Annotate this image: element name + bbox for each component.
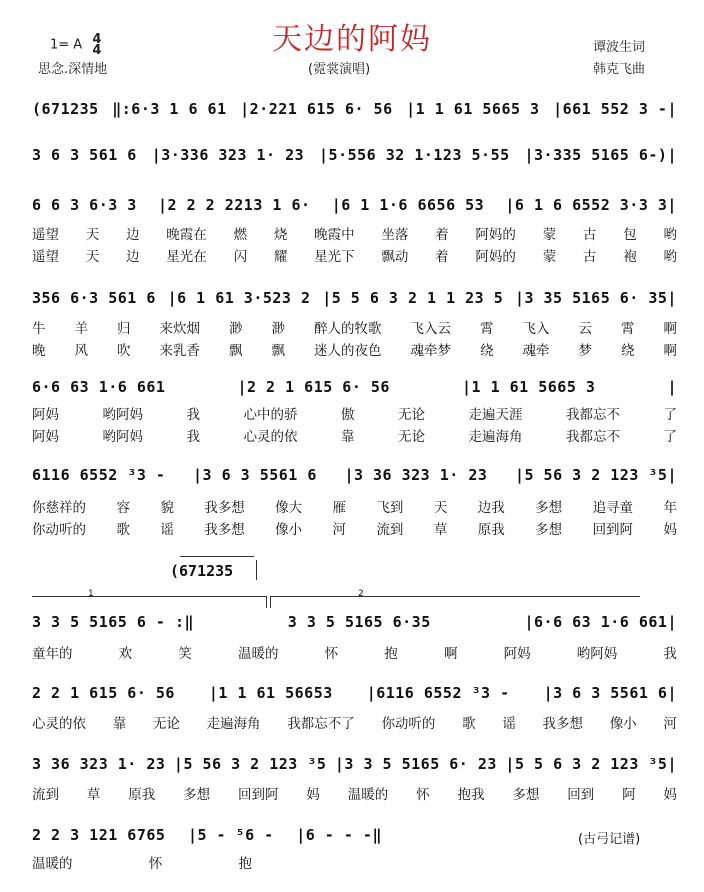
lyric-word: 温暖的 bbox=[237, 646, 279, 662]
notes-row bbox=[32, 755, 677, 777]
lyric-word: 你动听的 bbox=[32, 522, 86, 538]
lyric-word: 坐落 bbox=[381, 227, 409, 243]
notes-row bbox=[32, 146, 677, 168]
lyric-word: 着 bbox=[435, 227, 449, 243]
lyric-word: 怀 bbox=[324, 646, 339, 662]
note-group: |3·335 5165 6-)| bbox=[524, 146, 677, 164]
lyric-word: 妈 bbox=[663, 522, 677, 538]
lyric-word: 回到阿 bbox=[238, 787, 279, 803]
lyric-word: 梦 bbox=[578, 343, 592, 359]
note-group: |6 1 61 3·523 2 bbox=[167, 289, 311, 307]
lyric-word: 温暖的 bbox=[347, 787, 389, 803]
lyric-word: 笑 bbox=[178, 646, 192, 662]
lyric-word: 飞入云 bbox=[410, 321, 451, 337]
lyrics-verse-1 bbox=[32, 642, 677, 660]
lyric-word: 像大 bbox=[275, 500, 303, 516]
lyric-word: 歌 bbox=[462, 716, 476, 732]
notes-row bbox=[32, 613, 677, 635]
lyric-word: 雁 bbox=[332, 500, 347, 516]
lyric-word: 怀 bbox=[416, 787, 430, 803]
note-group: 3 6 3 561 6 bbox=[32, 146, 137, 164]
lyric-word: 渺 bbox=[229, 321, 243, 337]
note-group: |3 35 5165 6· 35| bbox=[514, 289, 677, 307]
note-group: |3 6 3 5561 6 bbox=[192, 466, 317, 484]
volta-2-start bbox=[270, 596, 271, 608]
lyric-word: 星光在 bbox=[166, 249, 207, 265]
lyric-word: 怀 bbox=[148, 856, 163, 872]
note-group: |6 1 1·6 6656 53 bbox=[331, 196, 485, 214]
lyrics-verse-1 bbox=[32, 496, 677, 514]
lyric-word: 啊 bbox=[663, 343, 677, 359]
lyric-word: 天 bbox=[85, 249, 100, 265]
lyric-word: 温暖的 bbox=[32, 856, 73, 872]
notes-row bbox=[32, 289, 677, 311]
volta-1-line bbox=[32, 596, 266, 597]
lyric-word: 回到阿 bbox=[592, 522, 634, 538]
time-bottom: 4 bbox=[92, 43, 102, 58]
mood-marking: 思念.深情地 bbox=[38, 62, 108, 77]
lyric-word: 像小 bbox=[275, 522, 303, 538]
transcriber-credit: (古弓记谱) bbox=[578, 832, 641, 847]
lyric-word: 天 bbox=[85, 227, 100, 243]
notes-row bbox=[32, 466, 677, 488]
volta-2-label: 2 bbox=[358, 589, 364, 599]
lyric-word: 遥望 bbox=[32, 249, 59, 265]
lyric-word: 你慈祥的 bbox=[32, 500, 86, 516]
lyric-word: 抱 bbox=[238, 856, 252, 872]
lyric-word: 阿 bbox=[622, 787, 636, 803]
lyric-word: 星光下 bbox=[314, 249, 355, 265]
note-group: 6 6 3 6·3 3 bbox=[32, 196, 137, 214]
lyric-word: 古 bbox=[582, 227, 597, 243]
lyric-word: 抱我 bbox=[457, 787, 485, 803]
lyric-word: 吹 bbox=[117, 343, 131, 359]
note-group: |3 3 5 5165 6· 23 bbox=[334, 755, 497, 773]
lyric-word: 阿妈 bbox=[32, 429, 59, 445]
lyrics-verse-1 bbox=[32, 712, 677, 730]
lyric-word: 抱 bbox=[384, 646, 398, 662]
lyric-word: 霄 bbox=[480, 321, 494, 337]
lyric-word: 绕 bbox=[480, 343, 494, 359]
lyric-word: 啊 bbox=[663, 321, 677, 337]
lyric-word: 我 bbox=[186, 407, 200, 423]
note-group: 6·6 63 1·6 661 bbox=[32, 378, 166, 396]
notes-row bbox=[32, 826, 382, 848]
lyric-word: 走遍海角 bbox=[206, 716, 261, 732]
lyric-word: 我 bbox=[663, 646, 677, 662]
notes-row bbox=[32, 378, 677, 400]
lyric-word: 我多想 bbox=[542, 716, 583, 732]
lyric-word: 原我 bbox=[128, 787, 156, 803]
note-group: |1 1 61 56653 bbox=[208, 684, 333, 702]
note-group: |3 36 323 1· 23 bbox=[344, 466, 488, 484]
lyric-word: 走遍天涯 bbox=[468, 407, 523, 423]
note-group: |6 - - -‖ bbox=[296, 826, 382, 844]
lyric-word: 回到 bbox=[567, 787, 595, 803]
intro-beam bbox=[180, 556, 254, 557]
lyric-word: 哟 bbox=[663, 227, 677, 243]
note-group: |1 1 61 5665 3 bbox=[406, 100, 540, 118]
singer-credit: (霓裳演唱) bbox=[308, 62, 371, 77]
lyric-word: 靠 bbox=[112, 716, 127, 732]
lyrics-verse-1 bbox=[32, 783, 677, 801]
lyric-word: 走遍海角 bbox=[468, 429, 523, 445]
time-signature bbox=[92, 34, 101, 56]
lyric-word: 来炊烟 bbox=[159, 321, 200, 337]
note-group: |3 6 3 5561 6| bbox=[543, 684, 677, 702]
note-group: |5 5 6 3 2 1 1 23 5 bbox=[322, 289, 504, 307]
lyric-word: 我都忘不 bbox=[566, 407, 620, 423]
volta-1-end bbox=[266, 596, 267, 608]
song-title: 天边的阿妈 bbox=[272, 22, 432, 57]
notes-row bbox=[32, 684, 677, 706]
note-group: |2 2 2 2213 1 6· bbox=[158, 196, 311, 214]
lyric-word: 牛 bbox=[32, 321, 46, 337]
note-group: |6·6 63 1·6 661| bbox=[524, 613, 677, 631]
lyric-word: 遥望 bbox=[32, 227, 59, 243]
lyric-word: 谣 bbox=[502, 716, 516, 732]
lyric-word: 飞到 bbox=[376, 500, 404, 516]
lyric-word: 像小 bbox=[609, 716, 637, 732]
note-group: |5 - ⁵6 - bbox=[187, 826, 274, 844]
note-group: (671235 bbox=[32, 100, 99, 118]
lyric-word: 古 bbox=[582, 249, 597, 265]
lyric-word: 飞入 bbox=[522, 321, 550, 337]
note-group: |5 56 3 2 123 ³5| bbox=[514, 466, 677, 484]
lyric-word: 飘 bbox=[271, 343, 285, 359]
lyric-word: 靠 bbox=[341, 429, 355, 445]
lyric-word: 我都忘不了 bbox=[287, 716, 355, 732]
lyric-word: 你动听的 bbox=[381, 716, 436, 732]
lyric-word: 天 bbox=[433, 500, 448, 516]
lyric-word: 绕 bbox=[621, 343, 635, 359]
lyric-word: 耀 bbox=[273, 249, 288, 265]
lyrics-verse-1 bbox=[32, 403, 677, 421]
lyric-word: 渺 bbox=[271, 321, 285, 337]
lyric-word: 傲 bbox=[341, 407, 355, 423]
note-group: 3 36 323 1· 23 bbox=[32, 755, 166, 773]
lyrics-verse-2 bbox=[32, 245, 677, 263]
note-group: |5 56 3 2 123 ³5 bbox=[173, 755, 327, 773]
intro-barline bbox=[256, 560, 257, 580]
lyric-word: 哟阿妈 bbox=[102, 429, 143, 445]
lyrics-verse-2 bbox=[32, 425, 677, 443]
lyrics-verse-2 bbox=[32, 518, 677, 536]
lyric-word: 归 bbox=[117, 321, 131, 337]
lyric-word: 燃 bbox=[233, 227, 248, 243]
lyric-word: 飘动 bbox=[381, 249, 409, 265]
lyric-word: 我多想 bbox=[204, 522, 245, 538]
lyrics-verse-1 bbox=[32, 317, 677, 335]
note-group: |661 552 3 -| bbox=[553, 100, 677, 118]
lyric-word: 多想 bbox=[535, 500, 563, 516]
note-group: 3 3 5 5165 6 - :‖ bbox=[32, 613, 195, 631]
lyric-word: 歌 bbox=[116, 522, 130, 538]
note-group: 356 6·3 561 6 bbox=[32, 289, 156, 307]
lyric-word: 年 bbox=[663, 500, 677, 516]
lyric-word: 流到 bbox=[32, 787, 59, 803]
lyric-word: 多想 bbox=[512, 787, 540, 803]
lyric-word: 蒙 bbox=[542, 249, 557, 265]
lyric-word: 晚 bbox=[32, 343, 46, 359]
lyric-word: 貌 bbox=[160, 500, 174, 516]
lyric-word: 多想 bbox=[183, 787, 211, 803]
lyric-word: 哟阿妈 bbox=[576, 646, 618, 662]
lyric-word: 了 bbox=[663, 407, 677, 423]
time-top: 4 bbox=[92, 32, 102, 47]
lyric-word: 包 bbox=[623, 227, 637, 243]
lyric-word: 心灵的依 bbox=[243, 429, 298, 445]
lyric-word: 了 bbox=[663, 429, 677, 445]
note-group: |2 2 1 615 6· 56 bbox=[237, 378, 390, 396]
volta-1-label: 1 bbox=[88, 589, 94, 599]
lyricist-credit: 谭波生词 bbox=[593, 40, 646, 55]
note-group: 3 3 5 5165 6·35 bbox=[287, 613, 431, 631]
lyric-word: 妈 bbox=[306, 787, 320, 803]
repeat-intro: (671235 bbox=[170, 562, 234, 580]
note-group: 2 2 3 121 6765 bbox=[32, 826, 166, 844]
lyric-word: 阿妈的 bbox=[475, 227, 516, 243]
key-label: 1= A bbox=[50, 37, 83, 53]
lyric-word: 边 bbox=[126, 227, 140, 243]
lyric-word: 晚霞在 bbox=[166, 227, 207, 243]
lyric-word: 醉人的牧歌 bbox=[314, 321, 382, 337]
lyric-word: 童年的 bbox=[32, 646, 73, 662]
lyric-word: 迷人的夜色 bbox=[314, 343, 382, 359]
note-group: |1 1 61 5665 3 bbox=[462, 378, 596, 396]
lyric-word: 边我 bbox=[477, 500, 505, 516]
lyric-word: 晚霞中 bbox=[314, 227, 355, 243]
lyric-word: 啊 bbox=[443, 646, 458, 662]
lyric-word: 阿妈的 bbox=[475, 249, 516, 265]
lyric-word: 河 bbox=[663, 716, 677, 732]
key-signature bbox=[50, 34, 101, 56]
lyric-word: 霄 bbox=[621, 321, 635, 337]
lyric-word: 阿妈 bbox=[32, 407, 59, 423]
lyric-word: 无论 bbox=[398, 429, 425, 445]
lyric-word: 蒙 bbox=[542, 227, 557, 243]
lyric-word: 流到 bbox=[376, 522, 404, 538]
lyric-word: 草 bbox=[86, 787, 101, 803]
note-group: ‖:6·3 1 6 61 bbox=[112, 100, 227, 118]
lyric-word: 妈 bbox=[663, 787, 677, 803]
composer-credit: 韩克飞曲 bbox=[593, 62, 646, 77]
lyric-word: 原我 bbox=[477, 522, 505, 538]
lyric-word: 烧 bbox=[273, 227, 288, 243]
note-group: | bbox=[667, 378, 677, 396]
note-group: |6 1 6 6552 3·3 3| bbox=[505, 196, 677, 214]
volta-2-line bbox=[270, 596, 640, 597]
lyric-word: 草 bbox=[433, 522, 448, 538]
lyric-word: 羊 bbox=[74, 321, 88, 337]
lyric-word: 追寻童 bbox=[592, 500, 634, 516]
lyric-word: 心中的骄 bbox=[243, 407, 298, 423]
lyric-word: 风 bbox=[74, 343, 88, 359]
note-group: 6116 6552 ³3 - bbox=[32, 466, 166, 484]
lyric-word: 我都忘不 bbox=[566, 429, 620, 445]
lyric-word: 阿妈 bbox=[503, 646, 531, 662]
note-group: |2·221 615 6· 56 bbox=[240, 100, 393, 118]
lyric-word: 容 bbox=[116, 500, 130, 516]
lyric-word: 无论 bbox=[152, 716, 180, 732]
score-line-10 bbox=[32, 826, 392, 886]
lyric-word: 闪 bbox=[233, 249, 248, 265]
lyric-word: 无论 bbox=[398, 407, 425, 423]
lyric-word: 云 bbox=[578, 321, 592, 337]
lyric-word: 多想 bbox=[535, 522, 563, 538]
lyric-word: 魂牵梦 bbox=[410, 343, 451, 359]
lyric-word: 着 bbox=[435, 249, 449, 265]
note-group: |5·556 32 1·123 5·55 bbox=[319, 146, 510, 164]
lyric-word: 魂牵 bbox=[522, 343, 550, 359]
note-group: |5 5 6 3 2 123 ³5| bbox=[505, 755, 677, 773]
lyric-word: 哟阿妈 bbox=[102, 407, 143, 423]
note-group: |3·336 323 1· 23 bbox=[151, 146, 305, 164]
notes-row bbox=[32, 100, 677, 122]
lyric-word: 河 bbox=[332, 522, 347, 538]
lyric-word: 欢 bbox=[118, 646, 133, 662]
lyric-word: 来乳香 bbox=[159, 343, 200, 359]
lyrics-verse-1 bbox=[32, 223, 677, 241]
lyric-word: 袍 bbox=[623, 249, 637, 265]
note-group: |6116 6552 ³3 - bbox=[366, 684, 510, 702]
lyric-word: 哟 bbox=[663, 249, 677, 265]
lyric-word: 谣 bbox=[160, 522, 174, 538]
note-group: 2 2 1 615 6· 56 bbox=[32, 684, 175, 702]
lyric-word: 我 bbox=[186, 429, 200, 445]
lyric-word: 我多想 bbox=[204, 500, 245, 516]
lyric-word: 飘 bbox=[229, 343, 243, 359]
lyric-word: 心灵的依 bbox=[32, 716, 86, 732]
lyrics-verse-1 bbox=[32, 852, 252, 870]
lyrics-verse-2 bbox=[32, 339, 677, 357]
lyric-word: 边 bbox=[126, 249, 140, 265]
notes-row bbox=[32, 196, 677, 218]
